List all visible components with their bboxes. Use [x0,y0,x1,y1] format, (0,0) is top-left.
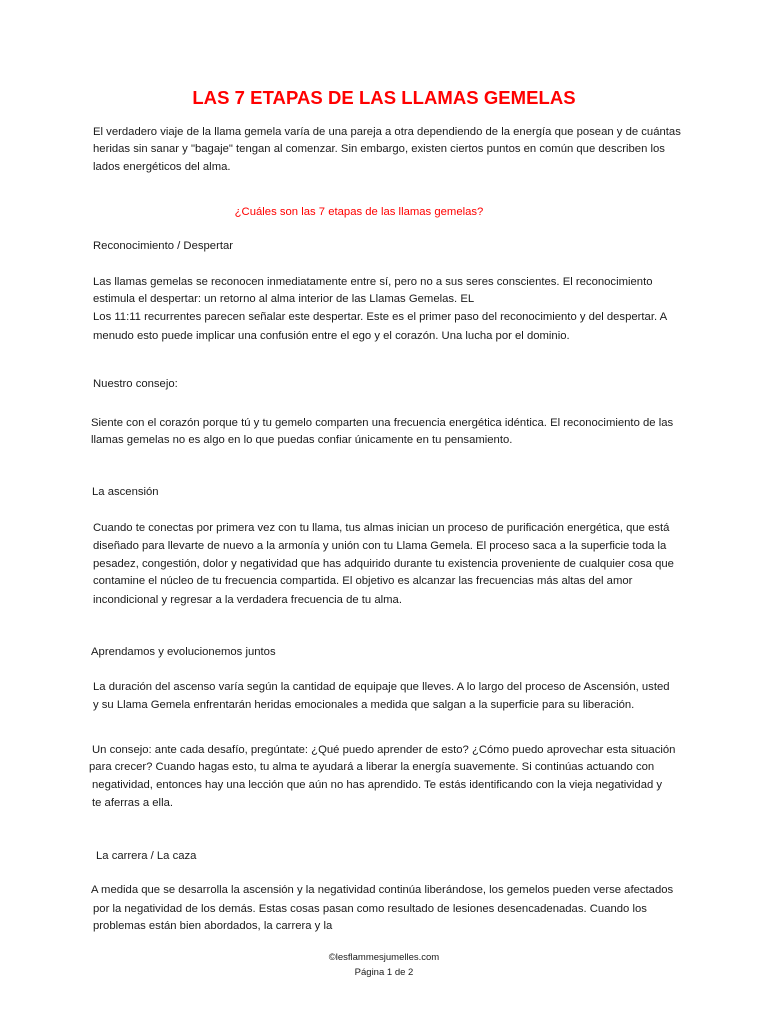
intro-line: lados energéticos del alma. [93,161,231,173]
paragraph-line: Siente con el corazón porque tú y tu gemelo comparten una frecuencia energética idéntica. El reconocimiento de las [91,417,674,429]
stage-heading-reconocimiento: Reconocimiento / Despertar [93,240,234,252]
intro-line: heridas sin sanar y "bagaje" tengan al comenzar. Sin embargo, existen ciertos puntos en común que describen los [93,143,665,155]
paragraph-line: Los 11:11 recurrentes parecen señalar este despertar. Este es el primer paso del reconocimiento y del despertar. A [93,311,668,323]
footer-site: ©lesflammesjumelles.com [328,952,440,963]
stage-heading-carrera: La carrera / La caza [96,850,197,862]
paragraph-line: problemas están bien abordados, la carrera y la [93,920,333,932]
tip-line: para crecer? Cuando hagas esto, tu alma te ayudará a liberar la energía suavemente. Si continúas actuando con [89,761,655,773]
paragraph-line: contamine el núcleo de tu frecuencia compartida. El objetivo es alcanzar las frecuencias más altas del amor [93,575,633,587]
paragraph-line: llamas gemelas no es algo en lo que puedas confiar únicamente en tu pensamiento. [91,434,513,446]
footer-page-number: Página 1 de 2 [354,967,414,978]
paragraph-line: Cuando te conectas por primera vez con tu llama, tus almas inician un proceso de purificación energética, que está [93,522,670,534]
paragraph-line: estimula el despertar: un retorno al alma interior de las Llamas Gemelas. EL [93,293,475,305]
tip-line: te aferras a ella. [92,797,174,809]
paragraph-line: y su Llama Gemela enfrentarán heridas emocionales a medida que salgan a la superficie para su liberación. [93,699,635,711]
paragraph-line: por la negatividad de los demás. Estas cosas pasan como resultado de lesiones desencadenadas. Cuando los [93,903,647,915]
paragraph-line: A medida que se desarrolla la ascensión y la negatividad continúa liberándose, los gemelos pueden verse afectados [91,884,674,896]
paragraph-line: diseñado para llevarte de nuevo a la armonía y unión con tu Llama Gemela. El proceso saca a la superficie toda la [93,540,667,552]
paragraph-line: pesadez, congestión, dolor y negatividad que has adquirido durante tu existencia proveniente de cualquier cosa que [93,558,674,570]
paragraph-line: La duración del ascenso varía según la cantidad de equipaje que lleves. A lo largo del proceso de Ascensión, usted [93,681,670,693]
paragraph-line: Las llamas gemelas se reconocen inmediatamente entre sí, pero no a sus seres conscientes. El reconocimiento [93,276,653,288]
stage-heading-ascension: La ascensión [92,486,159,498]
section-heading-aprendamos: Aprendamos y evolucionemos juntos [91,646,276,658]
page-title: LAS 7 ETAPAS DE LAS LLAMAS GEMELAS [192,87,576,108]
advice-heading: Nuestro consejo: [93,378,178,390]
paragraph-line: menudo esto puede implicar una confusión entre el ego y el corazón. Una lucha por el dominio. [93,330,570,342]
tip-line: negatividad, entonces hay una lección que aún no has aprendido. Te estás identificando con la vieja negatividad y [92,779,663,791]
paragraph-line: incondicional y regresar a la verdadera frecuencia de tu alma. [93,594,402,606]
tip-line: Un consejo: ante cada desafío, pregúntate: ¿Qué puedo aprender de esto? ¿Cómo puedo aprovechar esta situación [92,744,676,756]
section-question: ¿Cuáles son las 7 etapas de las llamas gemelas? [234,206,484,218]
intro-line: El verdadero viaje de la llama gemela varía de una pareja a otra dependiendo de la energía que posean y de cuántas [93,126,681,138]
